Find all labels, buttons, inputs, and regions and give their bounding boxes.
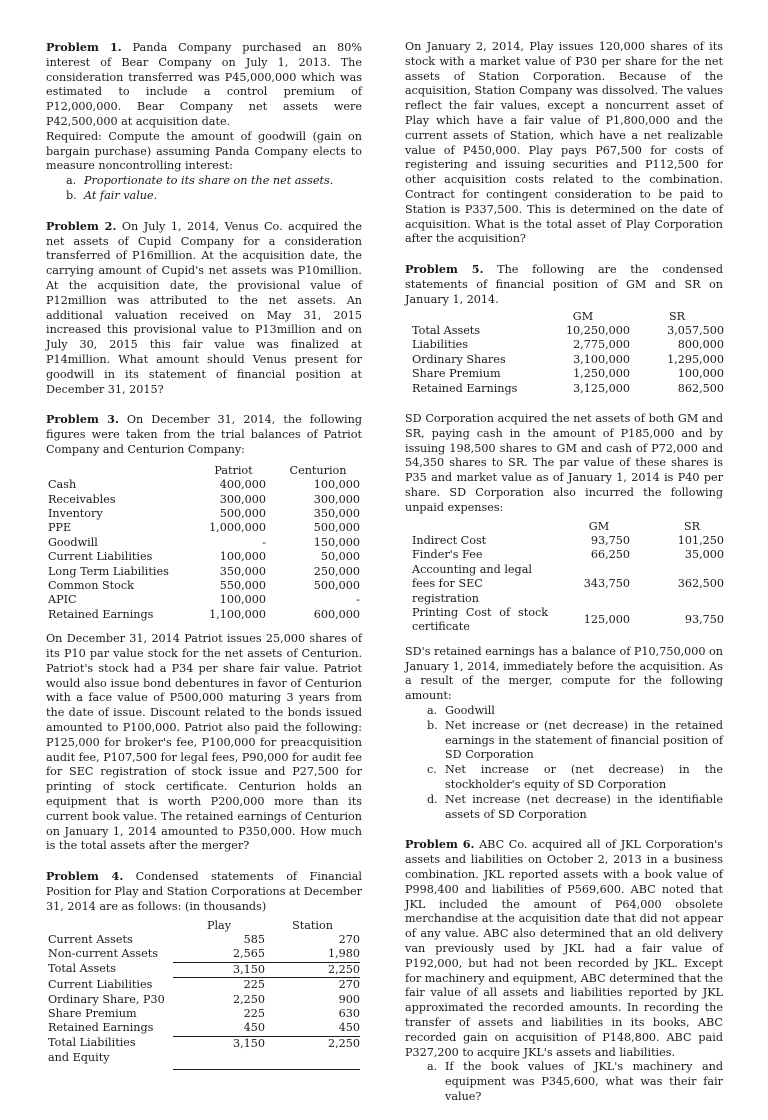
table-header-row: GM SR	[572, 309, 686, 323]
problem-4-intro: Problem 4. Condensed statements of Financial Position for Play and Station Corporations at December 31, 2014 are as follows: (in thousands)	[46, 869, 362, 913]
problem-2-text: Problem 2. On July 1, 2014, Venus Co. acquired the net assets of Cupid Company for a consideration transferred of P16million. At the acquisition date, the carrying amount of Cupid's net assets was P10million. At the acquisition date, the provisional value of P12million was attributed to the net assets. An additional valuation received on May 31, 2015 increased this provisional value to P13million and on July 30, 2015 this fair value was finalized at P14million. What amount should Venus present for goodwill in its statement of financial position at December 31, 2015?	[46, 218, 363, 396]
problem-5-text2: SD's retained earnings has a balance of P10,750,000 on January 1, 2014, immediately before the acquisition. As a result of the merger, compute for the following amount:	[405, 644, 723, 703]
problem-4-title: Problem 4.	[46, 869, 124, 884]
table-row: Total Assets 10,250,000 3,057,500	[412, 323, 724, 337]
problem-1-title: Problem 1.	[46, 40, 122, 54]
table-row: Non-current Assets 2,565 1,980	[48, 947, 360, 961]
table-header-row: Patriot Centurion	[214, 463, 347, 477]
problem-4-text: On January 2, 2014, Play issues 120,000 shares of its stock with a market value of P30 per share for the net assets of Station Corporation. Because of the acquisition, Station Company was dissolved. The values reflect the fair values, except a noncurrent asset of Play which have a fair value of P1,800,000 and the current assets of Station, which have a net realizable value of P450,000. Play pays P67,500 for costs of registering and issuing securities and P112,500 for other acquisition costs related to the combination. Contract for contingent consideration to be paid to Station is P337,500. This is determined on the date of acquisition. What is the total asset of Play Corporation after the acquisition?	[405, 40, 723, 246]
problem-5-questions	[405, 645, 723, 823]
table-row: Retained Earnings 3,125,000 862,500	[412, 381, 724, 395]
problem-2	[46, 219, 362, 398]
table-row: Total Assets 3,150 2,250	[48, 962, 360, 976]
table-row: Ordinary Shares 3,100,000 1,295,000	[412, 352, 724, 366]
problem-6-title: Problem 6.	[405, 837, 475, 852]
table-header-row: GM SR	[588, 519, 701, 533]
table-row: Long Term Liabilities 350,000 250,000	[48, 564, 360, 578]
table-row: Goodwill - 150,000	[48, 535, 360, 549]
problem-3-title: Problem 3.	[46, 412, 119, 427]
problem-1-option: b. At fair value.	[66, 188, 158, 202]
table-row: Accounting and legal fees for SEC registration 343,750 362,500	[412, 562, 724, 605]
table-row: Share Premium 1,250,000 100,000	[412, 367, 724, 381]
problem-3-table	[48, 464, 360, 622]
table-row: Finder's Fee 66,250 35,000	[412, 548, 724, 562]
table-row: Current Liabilities 100,000 50,000	[48, 550, 360, 564]
table-row: Share Premium 225 630	[48, 1006, 360, 1020]
problem-6-option: a. If the book values of JKL's machinery and equipment was P345,600, what was their fair value?	[427, 1060, 723, 1103]
problem-4	[46, 869, 362, 914]
problem-5-option: b. Net increase or (net decrease) in the retained earnings in the statement of financial position of SD Corporation	[427, 718, 723, 762]
problem-3-intro: Problem 3. On December 31, 2014, the following figures were taken from the trial balances of Patriot Company and Centurion Company:	[46, 412, 362, 456]
problem-5-intro: Problem 5. The following are the condensed statements of financial position of GM and SR on January 1, 2014.	[405, 262, 723, 306]
table-row: Ordinary Share, P30 2,250 900	[48, 992, 360, 1006]
problem-5-table	[412, 310, 724, 396]
table-row: Indirect Cost 93,750 101,250	[412, 533, 724, 547]
problem-5-option: d. Net increase (net decrease) in the identifiable assets of SD Corporation	[427, 792, 723, 821]
table-row: PPE 1,000,000 500,000	[48, 521, 360, 535]
problem-6-text: Problem 6. ABC Co. acquired all of JKL Corporation's assets and liabilities on October 2, 2013 in a business combination. JKL reported assets with a book value of P998,400 and liabilities of P569,600. ABC noted that JKL included the amount of P64,000 obsolete merchandise at the acquisition date that did not appear of any value. ABC also determined that an old delivery van previously used by JKL had a fair value of P192,000, but had not been recorded by JKL. Except for machinery and equipment, ABC determined that the fair value of all assets and liabilities reported by JKL approximated the recorded amounts. In recording the transfer of assets and liabilities in its books, ABC recorded gain on acquisition of P148,800. ABC paid P327,200 to acquire JKL's assets and liabilities.	[405, 837, 723, 1059]
table-row: Retained Earnings 1,100,000 600,000	[48, 607, 360, 621]
problem-5-option: a. Goodwill	[427, 704, 495, 717]
problem-3-text: On December 31, 2014 Patriot issues 25,000 shares of its P10 par value stock for the net assets of Centurion. Patriot's stock had a P34 per share fair value. Patriot would also issue bond debentures in favor of Centurion with a face value of P500,000 maturing 3 years from the date of issue. Discount related to the bonds issued amounted to P100,000. Patriot also paid the following: P125,000 for broker's fee, P100,000 for preacquisition audit fee, P107,500 for legal fees, P90,000 for audit fee for SEC registration of stock issue and P27,500 for printing of stock certificate. Centurion holds an equipment that is worth P200,000 more than its current book value. The retained earnings of Centurion on January 1, 2014 amounted to P350,000. How much is the total assets after the merger?	[46, 632, 362, 853]
table-row: Common Stock 550,000 500,000	[48, 578, 360, 592]
table-row: Inventory 500,000 350,000	[48, 506, 360, 520]
table-footer-rule	[48, 1065, 360, 1070]
problem-5-option: c. Net increase or (net decrease) in the stockholder's equity of SD Corporation	[427, 763, 723, 791]
problem-2-title: Problem 2.	[46, 218, 117, 233]
right-column	[405, 40, 723, 1120]
problem-5-title: Problem 5.	[405, 262, 484, 277]
left-column	[46, 40, 362, 1070]
table-row: Current Liabilities 225 270	[48, 977, 360, 992]
table-row: Retained Earnings 450 450	[48, 1021, 360, 1035]
table-row: Receivables 300,000 300,000	[48, 492, 360, 506]
problem-5	[405, 262, 723, 307]
table-row: Cash 400,000 100,000	[48, 478, 360, 492]
table-row: Printing Cost of stock certificate 125,000 93,750	[412, 606, 724, 634]
problem-3	[46, 412, 362, 457]
problem-3-body	[46, 632, 362, 854]
problem-5-text: SD Corporation acquired the net assets of both GM and SR, paying cash in the amount of P185,000 and by issuing 198,500 shares to GM and cash of P72,000 and 54,350 shares to SR. The par value of these shares is P35 and market value as of January 1, 2014 is P40 per share. SD Corporation also incurred the following unpaid expenses:	[405, 411, 723, 514]
table-row: Total Liabilities and Equity 3,150 2,250	[48, 1036, 360, 1064]
problem-6	[405, 837, 723, 1104]
table-header-row: Play Station	[206, 918, 333, 932]
table-row: APIC 100,000 -	[48, 593, 360, 607]
problem-1-required: Required: Compute the amount of goodwill (gain on bargain purchase) assuming Panda Company elects to measure noncontrolling interest:	[46, 129, 362, 173]
problem-4-body	[405, 40, 723, 247]
problem-5-expenses-table	[412, 520, 724, 635]
problem-1-text: Problem 1. Panda Company purchased an 80% interest of Bear Company on July 1, 2013. The consideration transferred was P45,000,000 which was estimated to include a control premium of P12,000,000. Bear Company net assets were P42,500,000 at acquisition date.	[46, 40, 362, 128]
problem-1	[46, 40, 362, 204]
problem-1-option: a. Proportionate to its share on the net assets.	[66, 174, 334, 188]
table-row: Current Assets 585 270	[48, 932, 360, 946]
table-row: Liabilities 2,775,000 800,000	[412, 338, 724, 352]
problem-4-table	[48, 919, 360, 1071]
problem-5-body	[405, 412, 723, 516]
